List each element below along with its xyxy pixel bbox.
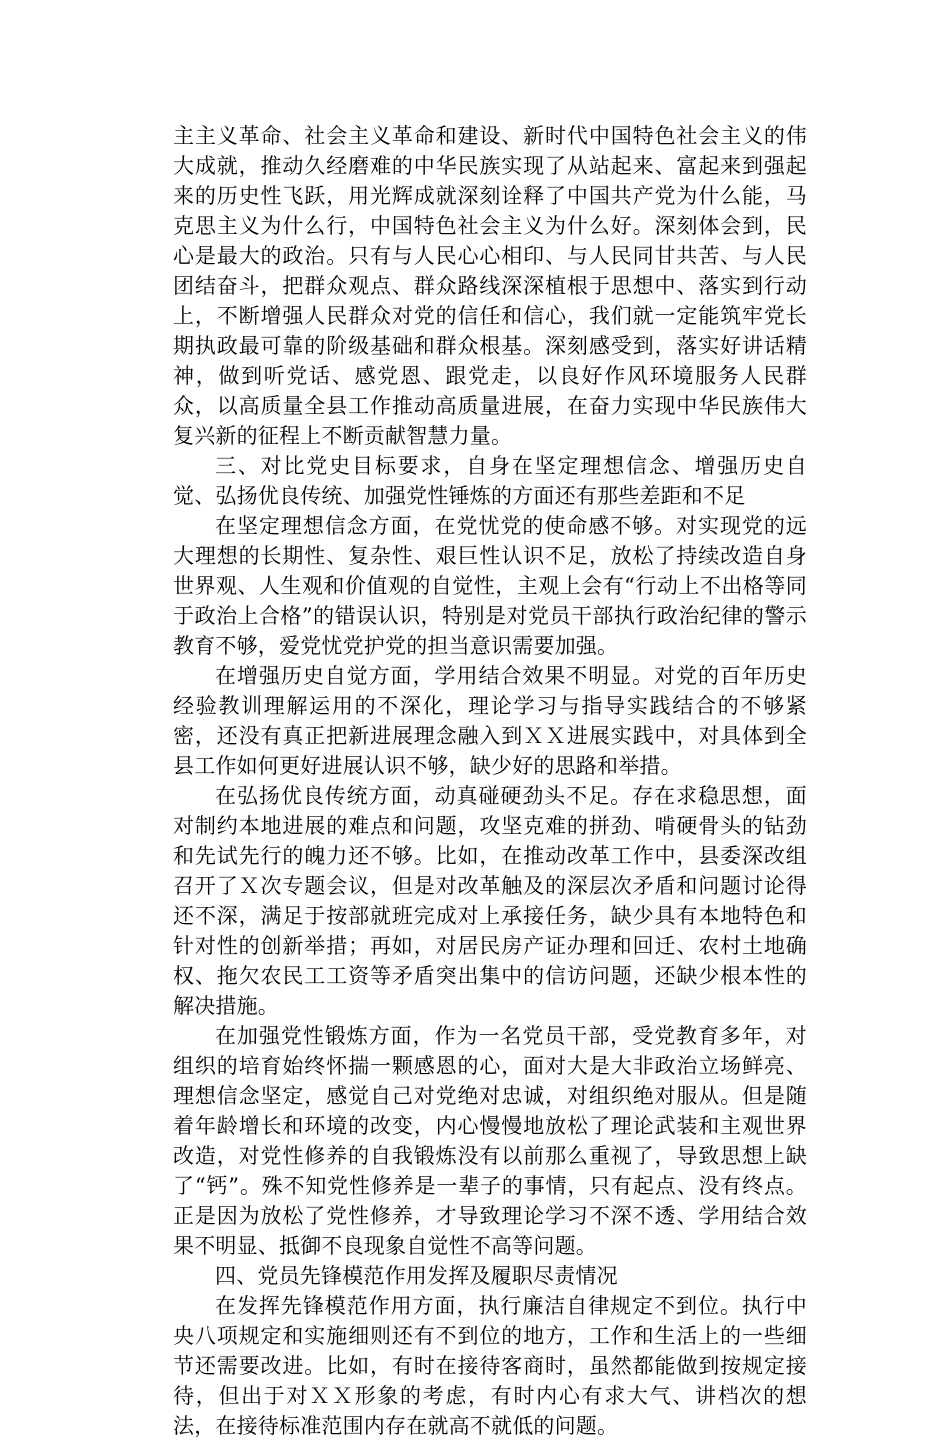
document-body bbox=[173, 121, 807, 1441]
paragraph-ideals-belief: 在坚定理想信念方面，在党忧党的使命感不够。对实现党的远大理想的长期性、复杂性、艰巨性认识不足，放松了持续改造自身世界观、人生观和价值观的自觉性，主观上会有“行动上不出格等同于政治上合格”的错误认识，特别是对党员干部执行政治纪律的警示教育不够，爱党忧党护党的担当意识需要加强。 bbox=[173, 514, 807, 658]
paragraph-historical-awareness: 在增强历史自觉方面，学用结合效果不明显。对党的百年历史经验教训理解运用的不深化，理论学习与指导实践结合的不够紧密，还没有真正把新进展理念融入到ＸＸ进展实践中，对具体到全县工作如何更好进展认识不够，缺少好的思路和举措。 bbox=[173, 664, 807, 778]
paragraph-party-spirit: 在加强党性锻炼方面，作为一名党员干部，受党教育多年，对组织的培育始终怀揣一颗感恩的心，面对大是大非政治立场鲜亮、理想信念坚定，感觉自己对党绝对忠诚，对组织绝对服从。但是随着年龄增长和环境的改变，内心慢慢地放松了理论武装和主观世界改造，对党性修养的自我锻炼没有以前那么重视了，导致思想上缺了“钙”。殊不知党性修养是一辈子的事情，只有起点、没有终点。正是因为放松了党性修养，才导致理论学习不深不透、学用结合效果不明显、抵御不良现象自觉性不高等问题。 bbox=[173, 1024, 807, 1258]
paragraph-vanguard-role: 在发挥先锋模范作用方面，执行廉洁自律规定不到位。执行中央八项规定和实施细则还有不到位的地方，工作和生活上的一些细节还需要改进。比如，有时在接待客商时，虽然都能做到按规定接待，但出于对ＸＸ形象的考虑，有时内心有求大气、讲档次的想法，在接待标准范围内存在就高不就低的问题。 bbox=[173, 1294, 807, 1438]
section-heading-three: 三、对比党史目标要求，自身在坚定理想信念、增强历史自觉、弘扬优良传统、加强党性锤炼的方面还有那些差距和不足 bbox=[173, 454, 807, 508]
paragraph-continuation: 主主义革命、社会主义革命和建设、新时代中国特色社会主义的伟大成就，推动久经磨难的中华民族实现了从站起来、富起来到强起来的历史性飞跃，用光辉成就深刻诠释了中国共产党为什么能，马克思主义为什么行，中国特色社会主义为什么好。深刻体会到，民心是最大的政治。只有与人民心心相印、与人民同甘共苦、与人民团结奋斗，把群众观点、群众路线深深植根于思想中、落实到行动上，不断增强人民群众对党的信任和信心，我们就一定能筑牢党长期执政最可靠的阶级基础和群众根基。深刻感受到，落实好讲话精神，做到听党话、感党恩、跟党走，以良好作风环境服务人民群众，以高质量全县工作推动高质量进展，在奋力实现中华民族伟大复兴新的征程上不断贡献智慧力量。 bbox=[173, 124, 807, 448]
section-heading-four: 四、党员先锋模范作用发挥及履职尽责情况 bbox=[215, 1264, 618, 1288]
paragraph-fine-traditions: 在弘扬优良传统方面，动真碰硬劲头不足。存在求稳思想，面对制约本地进展的难点和问题，攻坚克难的拼劲、啃硬骨头的钻劲和先试先行的魄力还不够。比如，在推动改革工作中，县委深改组召开了Ｘ次专题会议，但是对改革触及的深层次矛盾和问题讨论得还不深，满足于按部就班完成对上承接任务，缺少具有本地特色和针对性的创新举措；再如，对居民房产证办理和回迁、农村土地确权、拖欠农民工工资等矛盾突出集中的信访问题，还缺少根本性的解决措施。 bbox=[173, 784, 807, 1018]
